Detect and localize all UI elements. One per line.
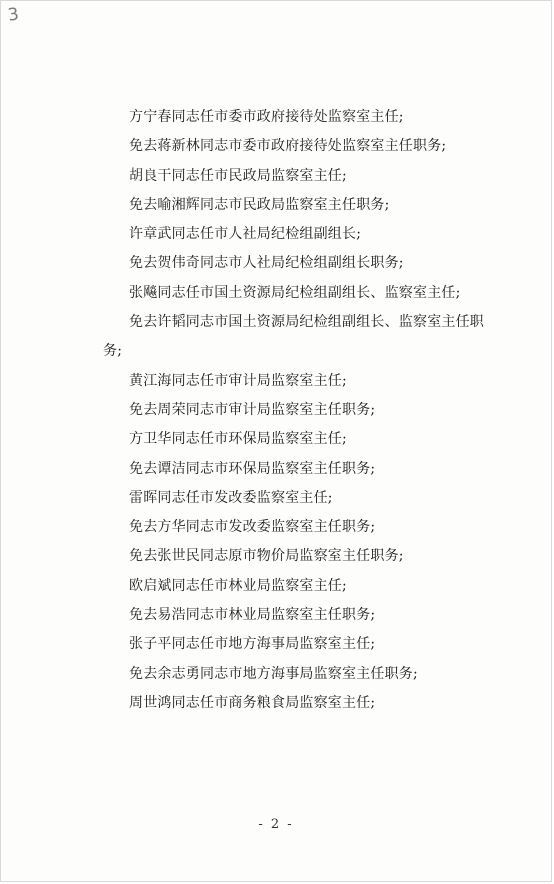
list-item: 周世鸿同志任市商务粮食局监察室主任; <box>129 694 376 711</box>
list-item: 张子平同志任市地方海事局监察室主任; <box>129 636 376 653</box>
list-item: 雷晖同志任市发改委监察室主任; <box>129 489 333 506</box>
list-item: 免去蒋新林同志市委市政府接待处监察室主任职务; <box>129 138 447 155</box>
list-item: 免去余志勇同志市地方海事局监察室主任职务; <box>129 665 418 682</box>
list-item: 许章武同志任市人社局纪检组副组长; <box>129 226 362 243</box>
page-number: - 2 - <box>258 817 294 832</box>
list-item: 免去贺伟奇同志市人社局纪检组副组长职务; <box>129 255 404 272</box>
list-item: 免去易浩同志市林业局监察室主任职务; <box>129 607 376 624</box>
list-item: 方宁春同志任市委市政府接待处监察室主任; <box>129 109 404 125</box>
list-item: 方卫华同志任市环保局监察室主任; <box>129 431 347 448</box>
list-item: 免去喻湘辉同志市民政局监察室主任职务; <box>129 196 390 213</box>
list-item: 免去张世民同志原市物价局监察室主任职务; <box>129 548 404 565</box>
list-item: 欧启斌同志任市林业局监察室主任; <box>129 577 347 594</box>
list-item: 免去许韬同志市国土资源局纪检组副组长、监察室主任职 <box>129 314 484 331</box>
list-item: 免去周荣同志市审计局监察室主任职务; <box>129 401 376 418</box>
list-item-continuation: 务; <box>103 343 123 360</box>
handwritten-page-mark: 3 <box>6 4 21 26</box>
appointment-list <box>103 103 493 718</box>
list-item: 黄江海同志任市审计局监察室主任; <box>129 372 347 389</box>
list-item: 胡良干同志任市民政局监察室主任; <box>129 167 347 184</box>
list-item: 免去方华同志市发改委监察室主任职务; <box>129 519 376 536</box>
list-item: 张飚同志任市国土资源局纪检组副组长、监察室主任; <box>129 284 461 301</box>
list-item: 免去谭洁同志市环保局监察室主任职务; <box>129 460 376 477</box>
